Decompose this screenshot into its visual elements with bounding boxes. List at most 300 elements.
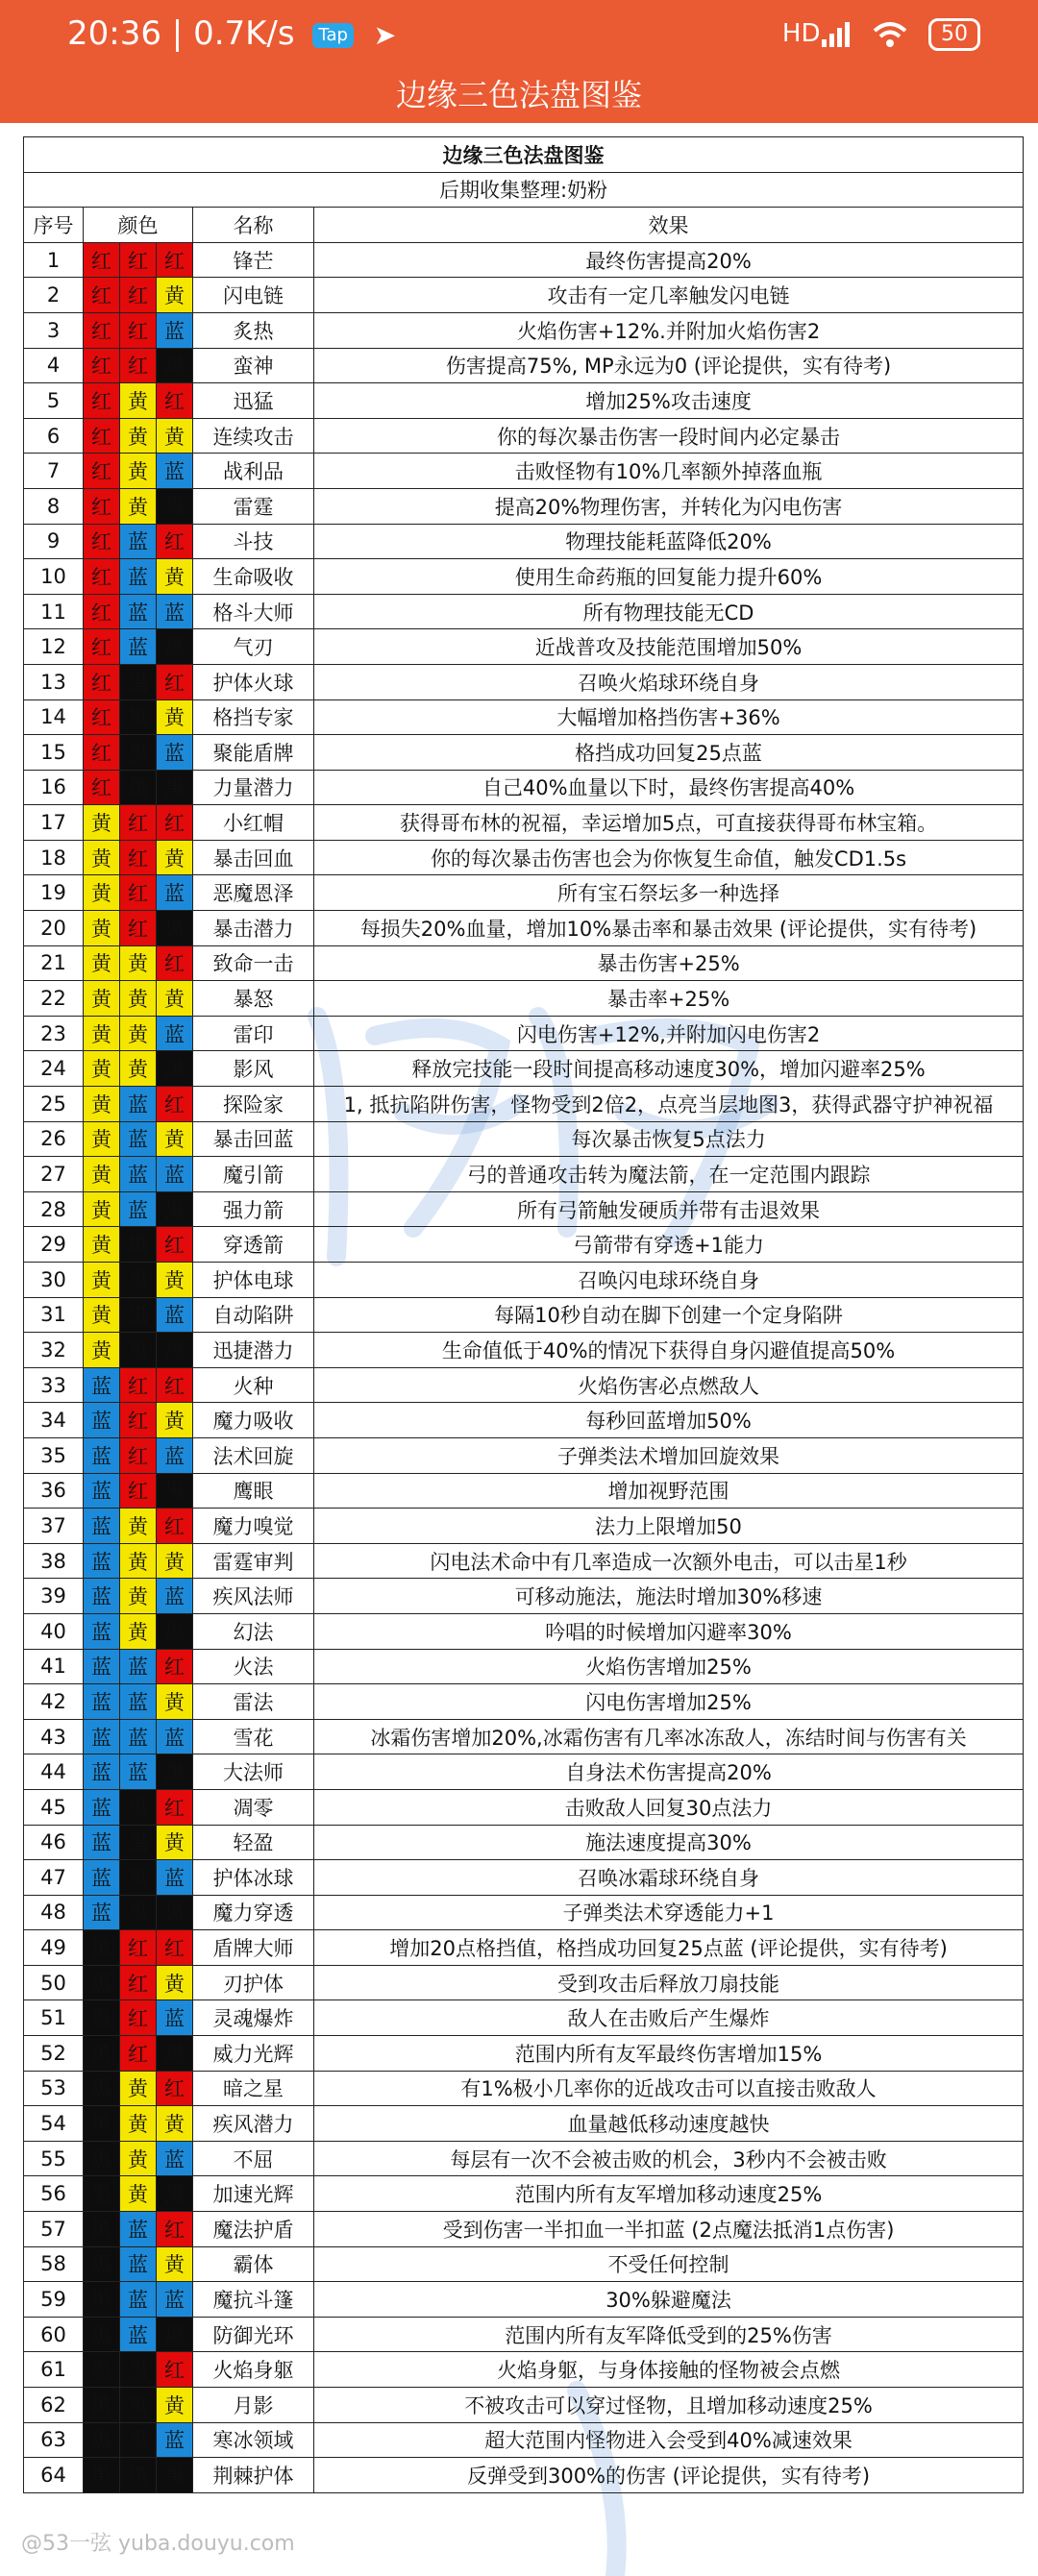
- row-number: 38: [24, 1543, 84, 1579]
- color-slot-1: 黑: [84, 1930, 120, 1966]
- table-row: [24, 1333, 1024, 1368]
- color-slot-3: 黄: [157, 1543, 193, 1579]
- disk-effect: 吟唱的时候增加闪避率30%: [314, 1613, 1024, 1649]
- color-slot-1: 蓝: [84, 1509, 120, 1544]
- color-slot-2: 红: [120, 1367, 157, 1403]
- disk-name: 加速光辉: [193, 2176, 314, 2212]
- row-number: 55: [24, 2141, 84, 2176]
- color-slot-3: 黑: [157, 911, 193, 946]
- color-slot-1: 蓝: [84, 1719, 120, 1754]
- row-number: 37: [24, 1509, 84, 1544]
- row-number: 39: [24, 1579, 84, 1614]
- color-slot-3: 红: [157, 2212, 193, 2247]
- row-number: 23: [24, 1016, 84, 1051]
- disk-effect: 火焰伤害必点燃敌人: [314, 1367, 1024, 1403]
- disk-name: 魔法护盾: [193, 2212, 314, 2247]
- disk-name: 刃护体: [193, 1965, 314, 2000]
- table-row: [24, 981, 1024, 1017]
- table-row: [24, 911, 1024, 946]
- color-slot-2: 红: [120, 2036, 157, 2072]
- color-slot-2: 红: [120, 875, 157, 911]
- table-row: [24, 2176, 1024, 2212]
- color-slot-1: 蓝: [84, 1860, 120, 1896]
- color-slot-2: 蓝: [120, 594, 157, 629]
- disk-name: 火法: [193, 1649, 314, 1684]
- color-slot-1: 红: [84, 559, 120, 595]
- color-slot-2: 蓝: [120, 1719, 157, 1754]
- color-slot-1: 红: [84, 348, 120, 383]
- color-slot-3: 黄: [157, 2388, 193, 2423]
- row-number: 64: [24, 2458, 84, 2493]
- color-slot-2: 蓝: [120, 1157, 157, 1192]
- disk-name: 自动陷阱: [193, 1297, 314, 1333]
- color-slot-3: 黑: [157, 1051, 193, 1087]
- disk-name: 威力光辉: [193, 2036, 314, 2072]
- color-slot-3: 黄: [157, 1965, 193, 2000]
- disk-name: 寒冰领域: [193, 2422, 314, 2458]
- color-slot-1: 黄: [84, 875, 120, 911]
- table-row: [24, 2141, 1024, 2176]
- color-slot-2: 红: [120, 278, 157, 313]
- color-slot-1: 红: [84, 735, 120, 771]
- disk-name: 蛮神: [193, 348, 314, 383]
- status-time: 20:36: [67, 14, 161, 53]
- color-slot-2: 蓝: [120, 1087, 157, 1122]
- color-slot-2: 红: [120, 2000, 157, 2036]
- row-number: 58: [24, 2246, 84, 2282]
- color-slot-1: 黑: [84, 2352, 120, 2388]
- disk-name: 影风: [193, 1051, 314, 1087]
- color-slot-3: 蓝: [157, 2282, 193, 2318]
- disk-name: 锋芒: [193, 242, 314, 278]
- row-number: 41: [24, 1649, 84, 1684]
- disk-name: 魔力穿透: [193, 1895, 314, 1930]
- row-number: 10: [24, 559, 84, 595]
- color-slot-1: 蓝: [84, 1649, 120, 1684]
- table-row: [24, 1403, 1024, 1438]
- row-number: 57: [24, 2212, 84, 2247]
- disk-effect: 火焰身躯，与身体接触的怪物被会点燃: [314, 2352, 1024, 2388]
- disk-effect: 增加20点格挡值，格挡成功回复25点蓝 (评论提供，实有待考): [314, 1930, 1024, 1966]
- header-name: 名称: [193, 208, 314, 243]
- table-row: [24, 2352, 1024, 2388]
- color-slot-1: 红: [84, 242, 120, 278]
- disk-effect: 受到攻击后释放刀扇技能: [314, 1965, 1024, 2000]
- paper-plane-icon: ➤: [373, 18, 397, 51]
- table-row: [24, 418, 1024, 454]
- color-slot-1: 黑: [84, 2036, 120, 2072]
- disk-name: 轻盈: [193, 1825, 314, 1860]
- row-number: 8: [24, 488, 84, 524]
- color-slot-2: 黄: [120, 2071, 157, 2106]
- hd-signal-icon: HD: [782, 19, 852, 48]
- row-number: 46: [24, 1825, 84, 1860]
- disk-name: 火种: [193, 1367, 314, 1403]
- color-slot-2: 黑: [120, 2458, 157, 2493]
- disk-name: 暴击潜力: [193, 911, 314, 946]
- color-slot-1: 红: [84, 312, 120, 348]
- row-number: 17: [24, 805, 84, 841]
- disk-name: 雷法: [193, 1684, 314, 1720]
- color-slot-2: 蓝: [120, 524, 157, 559]
- color-slot-3: 黄: [157, 699, 193, 735]
- disk-effect: 每秒回蓝增加50%: [314, 1403, 1024, 1438]
- row-number: 56: [24, 2176, 84, 2212]
- color-slot-1: 黑: [84, 2458, 120, 2493]
- disk-name: 疾风潜力: [193, 2106, 314, 2142]
- color-slot-2: 黄: [120, 1509, 157, 1544]
- color-slot-2: 红: [120, 312, 157, 348]
- color-slot-2: 黄: [120, 488, 157, 524]
- color-slot-1: 红: [84, 629, 120, 665]
- color-slot-1: 黄: [84, 1263, 120, 1298]
- row-number: 14: [24, 699, 84, 735]
- disk-effect: 你的每次暴击伤害也会为你恢复生命值，触发CD1.5s: [314, 840, 1024, 875]
- color-slot-2: 红: [120, 1930, 157, 1966]
- row-number: 2: [24, 278, 84, 313]
- color-slot-1: 黑: [84, 2106, 120, 2142]
- row-number: 32: [24, 1333, 84, 1368]
- color-slot-3: 黄: [157, 981, 193, 1017]
- color-slot-3: 黄: [157, 1121, 193, 1157]
- disk-effect: 闪电伤害增加25%: [314, 1684, 1024, 1720]
- color-slot-3: 黑: [157, 2317, 193, 2352]
- disk-name: 炙热: [193, 312, 314, 348]
- disk-effect: 范围内所有友军降低受到的25%伤害: [314, 2317, 1024, 2352]
- row-number: 5: [24, 383, 84, 419]
- table-row: [24, 312, 1024, 348]
- row-number: 3: [24, 312, 84, 348]
- color-slot-2: 蓝: [120, 2212, 157, 2247]
- row-number: 62: [24, 2388, 84, 2423]
- color-slot-3: 黑: [157, 1473, 193, 1509]
- table-row: [24, 840, 1024, 875]
- color-slot-1: 黄: [84, 1297, 120, 1333]
- disk-effect: 所有宝石祭坛多一种选择: [314, 875, 1024, 911]
- color-slot-3: 红: [157, 1367, 193, 1403]
- color-slot-2: 黄: [120, 1543, 157, 1579]
- color-slot-3: 黑: [157, 1895, 193, 1930]
- disk-effect: 超大范围内怪物进入会受到40%减速效果: [314, 2422, 1024, 2458]
- color-slot-3: 黄: [157, 1825, 193, 1860]
- color-slot-3: 黑: [157, 1191, 193, 1227]
- disk-effect: 不受任何控制: [314, 2246, 1024, 2282]
- row-number: 40: [24, 1613, 84, 1649]
- table-row: [24, 1649, 1024, 1684]
- disk-effect: 增加25%攻击速度: [314, 383, 1024, 419]
- disk-name: 火焰身躯: [193, 2352, 314, 2388]
- table-row: [24, 1087, 1024, 1122]
- disk-effect: 火焰伤害增加25%: [314, 1649, 1024, 1684]
- color-slot-1: 黄: [84, 981, 120, 1017]
- color-slot-3: 黄: [157, 840, 193, 875]
- table-row: [24, 735, 1024, 771]
- disk-effect: 每次暴击恢复5点法力: [314, 1121, 1024, 1157]
- row-number: 20: [24, 911, 84, 946]
- color-slot-3: 黑: [157, 2036, 193, 2072]
- color-slot-2: 蓝: [120, 2246, 157, 2282]
- table-row: [24, 1191, 1024, 1227]
- disk-effect: 召唤冰霜球环绕自身: [314, 1860, 1024, 1896]
- color-slot-3: 蓝: [157, 1157, 193, 1192]
- disk-effect: 大幅增加格挡伤害+36%: [314, 699, 1024, 735]
- color-slot-2: 黑: [120, 1860, 157, 1896]
- color-slot-2: 蓝: [120, 1684, 157, 1720]
- color-slot-1: 黑: [84, 2071, 120, 2106]
- table-row: [24, 1509, 1024, 1544]
- row-number: 31: [24, 1297, 84, 1333]
- disk-effect: 伤害提高75%, MP永远为0 (评论提供，实有待考): [314, 348, 1024, 383]
- color-slot-1: 黑: [84, 1965, 120, 2000]
- color-slot-3: 黄: [157, 1684, 193, 1720]
- row-number: 15: [24, 735, 84, 771]
- table-row: [24, 1579, 1024, 1614]
- color-slot-2: 红: [120, 805, 157, 841]
- color-slot-1: 红: [84, 594, 120, 629]
- table-row: [24, 629, 1024, 665]
- table-row: [24, 699, 1024, 735]
- color-slot-3: 蓝: [157, 2422, 193, 2458]
- table-row: [24, 1263, 1024, 1298]
- color-slot-3: 红: [157, 1227, 193, 1263]
- table-row: [24, 488, 1024, 524]
- color-slot-3: 红: [157, 1087, 193, 1122]
- row-number: 42: [24, 1684, 84, 1720]
- table-row: [24, 1825, 1024, 1860]
- row-number: 59: [24, 2282, 84, 2318]
- disk-name: 幻法: [193, 1613, 314, 1649]
- disk-effect: 施法速度提高30%: [314, 1825, 1024, 1860]
- color-slot-1: 黄: [84, 840, 120, 875]
- color-slot-1: 红: [84, 418, 120, 454]
- footer-watermark: @53一弦 yuba.douyu.com: [21, 2532, 295, 2556]
- disk-name: 暗之星: [193, 2071, 314, 2106]
- disk-name: 鹰眼: [193, 1473, 314, 1509]
- disk-name: 气刃: [193, 629, 314, 665]
- color-slot-2: 蓝: [120, 1121, 157, 1157]
- color-slot-3: 黑: [157, 1613, 193, 1649]
- color-slot-3: 红: [157, 805, 193, 841]
- color-slot-2: 黑: [120, 699, 157, 735]
- table-header-row: [24, 208, 1024, 243]
- disk-effect: 攻击有一定几率触发闪电链: [314, 278, 1024, 313]
- color-slot-1: 蓝: [84, 1579, 120, 1614]
- table-row: [24, 2106, 1024, 2142]
- color-slot-3: 红: [157, 1789, 193, 1825]
- color-slot-1: 蓝: [84, 1789, 120, 1825]
- color-slot-2: 黄: [120, 1051, 157, 1087]
- table-row: [24, 1121, 1024, 1157]
- color-slot-3: 红: [157, 945, 193, 981]
- disk-effect: 召唤火焰球环绕自身: [314, 664, 1024, 699]
- color-slot-3: 黄: [157, 1263, 193, 1298]
- color-slot-1: 黄: [84, 1016, 120, 1051]
- table-row: [24, 2388, 1024, 2423]
- color-slot-2: 红: [120, 348, 157, 383]
- row-number: 48: [24, 1895, 84, 1930]
- disk-name: 格挡专家: [193, 699, 314, 735]
- table-row: [24, 1473, 1024, 1509]
- color-slot-1: 黑: [84, 2422, 120, 2458]
- color-slot-1: 红: [84, 278, 120, 313]
- row-number: 4: [24, 348, 84, 383]
- table-row: [24, 1016, 1024, 1051]
- disk-name: 魔抗斗篷: [193, 2282, 314, 2318]
- color-slot-1: 蓝: [84, 1613, 120, 1649]
- row-number: 43: [24, 1719, 84, 1754]
- disk-effect: 生命值低于40%的情况下获得自身闪避值提高50%: [314, 1333, 1024, 1368]
- disk-name: 斗技: [193, 524, 314, 559]
- disk-effect: 近战普攻及技能范围增加50%: [314, 629, 1024, 665]
- color-slot-3: 黑: [157, 770, 193, 805]
- disk-effect: 法力上限增加50: [314, 1509, 1024, 1544]
- table-row: [24, 594, 1024, 629]
- color-slot-3: 蓝: [157, 875, 193, 911]
- color-slot-1: 黑: [84, 2246, 120, 2282]
- row-number: 1: [24, 242, 84, 278]
- row-number: 28: [24, 1191, 84, 1227]
- status-bar-left: 20:36 | 0.7K/s Tap ➤: [67, 13, 396, 56]
- disk-effect: 受到伤害一半扣血一半扣蓝 (2点魔法抵消1点伤害): [314, 2212, 1024, 2247]
- color-slot-3: 黑: [157, 1754, 193, 1790]
- color-slot-3: 黄: [157, 418, 193, 454]
- color-slot-3: 红: [157, 1930, 193, 1966]
- disk-effect: 冰霜伤害增加20%,冰霜伤害有几率冰冻敌人，冻结时间与伤害有关: [314, 1719, 1024, 1754]
- row-number: 24: [24, 1051, 84, 1087]
- disk-effect: 范围内所有友军最终伤害增加15%: [314, 2036, 1024, 2072]
- color-slot-2: 黑: [120, 1895, 157, 1930]
- table-row: [24, 2282, 1024, 2318]
- row-number: 33: [24, 1367, 84, 1403]
- app-title: 边缘三色法盘图鉴: [395, 77, 642, 113]
- disk-effect: 击败敌人回复30点法力: [314, 1789, 1024, 1825]
- row-number: 61: [24, 2352, 84, 2388]
- color-slot-3: 蓝: [157, 1579, 193, 1614]
- row-number: 12: [24, 629, 84, 665]
- disk-effect: 反弹受到300%的伤害 (评论提供，实有待考): [314, 2458, 1024, 2493]
- disk-name: 致命一击: [193, 945, 314, 981]
- color-slot-2: 蓝: [120, 629, 157, 665]
- color-slot-2: 黄: [120, 981, 157, 1017]
- color-slot-3: 蓝: [157, 1437, 193, 1473]
- collector-row: [24, 172, 1024, 208]
- color-slot-1: 红: [84, 524, 120, 559]
- disk-name: 暴怒: [193, 981, 314, 1017]
- row-number: 49: [24, 1930, 84, 1966]
- color-slot-1: 黑: [84, 2317, 120, 2352]
- disk-effect: 30%躲避魔法: [314, 2282, 1024, 2318]
- row-number: 53: [24, 2071, 84, 2106]
- color-slot-2: 黑: [120, 735, 157, 771]
- color-slot-2: 蓝: [120, 2317, 157, 2352]
- color-slot-2: 红: [120, 1473, 157, 1509]
- table-row: [24, 805, 1024, 841]
- color-slot-1: 黄: [84, 1051, 120, 1087]
- sheet-image: [0, 123, 1038, 2576]
- color-slot-2: 黑: [120, 1789, 157, 1825]
- color-slot-3: 黄: [157, 2106, 193, 2142]
- disk-effect: 血量越低移动速度越快: [314, 2106, 1024, 2142]
- color-slot-2: 黄: [120, 1613, 157, 1649]
- disk-name: 护体冰球: [193, 1860, 314, 1896]
- color-slot-3: 黑: [157, 2176, 193, 2212]
- color-slot-2: 红: [120, 1965, 157, 2000]
- disk-effect: 格挡成功回复25点蓝: [314, 735, 1024, 771]
- color-slot-3: 红: [157, 2071, 193, 2106]
- color-slot-2: 红: [120, 242, 157, 278]
- color-slot-3: 红: [157, 383, 193, 419]
- disk-effect: 击败怪物有10%几率额外掉落血瓶: [314, 454, 1024, 489]
- row-number: 44: [24, 1754, 84, 1790]
- disk-effect: 召唤闪电球环绕自身: [314, 1263, 1024, 1298]
- table-title: 边缘三色法盘图鉴: [24, 137, 1024, 173]
- color-slot-1: 黄: [84, 1333, 120, 1368]
- disk-name: 魔力吸收: [193, 1403, 314, 1438]
- color-slot-2: 黄: [120, 454, 157, 489]
- color-slot-2: 黄: [120, 1016, 157, 1051]
- color-slot-1: 红: [84, 664, 120, 699]
- row-number: 9: [24, 524, 84, 559]
- network-speed: 0.7K/s: [193, 14, 295, 53]
- color-slot-1: 黄: [84, 1191, 120, 1227]
- color-slot-2: 黑: [120, 2388, 157, 2423]
- color-slot-2: 红: [120, 840, 157, 875]
- table-row: [24, 1157, 1024, 1192]
- disk-effect: 可移动施法，施法时增加30%移速: [314, 1579, 1024, 1614]
- disk-name: 连续攻击: [193, 418, 314, 454]
- row-number: 18: [24, 840, 84, 875]
- table-row: [24, 383, 1024, 419]
- row-number: 21: [24, 945, 84, 981]
- color-slot-1: 蓝: [84, 1754, 120, 1790]
- color-slot-2: 黑: [120, 770, 157, 805]
- table-row: [24, 524, 1024, 559]
- color-slot-1: 黑: [84, 2388, 120, 2423]
- color-slot-2: 蓝: [120, 1649, 157, 1684]
- color-slot-3: 红: [157, 242, 193, 278]
- header-effect: 效果: [314, 208, 1024, 243]
- table-row: [24, 945, 1024, 981]
- table-row: [24, 1860, 1024, 1896]
- disk-effect: 子弹类法术穿透能力+1: [314, 1895, 1024, 1930]
- row-number: 54: [24, 2106, 84, 2142]
- color-slot-2: 黑: [120, 1263, 157, 1298]
- color-slot-3: 蓝: [157, 1719, 193, 1754]
- color-slot-1: 黄: [84, 1227, 120, 1263]
- color-slot-2: 黄: [120, 2141, 157, 2176]
- disk-effect: 暴击伤害+25%: [314, 945, 1024, 981]
- battery-level: 50: [941, 21, 968, 46]
- table-row: [24, 1684, 1024, 1720]
- color-slot-3: 黄: [157, 278, 193, 313]
- row-number: 16: [24, 770, 84, 805]
- color-slot-1: 红: [84, 383, 120, 419]
- battery-icon: [928, 18, 980, 51]
- color-slot-3: 蓝: [157, 594, 193, 629]
- color-slot-1: 红: [84, 770, 120, 805]
- table-row: [24, 1543, 1024, 1579]
- color-slot-2: 黄: [120, 2176, 157, 2212]
- color-slot-1: 红: [84, 699, 120, 735]
- color-slot-3: 红: [157, 2352, 193, 2388]
- color-slot-1: 蓝: [84, 1473, 120, 1509]
- color-disk-table: [23, 136, 1024, 2493]
- color-slot-1: 黄: [84, 945, 120, 981]
- disk-name: 护体火球: [193, 664, 314, 699]
- row-number: 19: [24, 875, 84, 911]
- table-row: [24, 1754, 1024, 1790]
- table-row: [24, 1051, 1024, 1087]
